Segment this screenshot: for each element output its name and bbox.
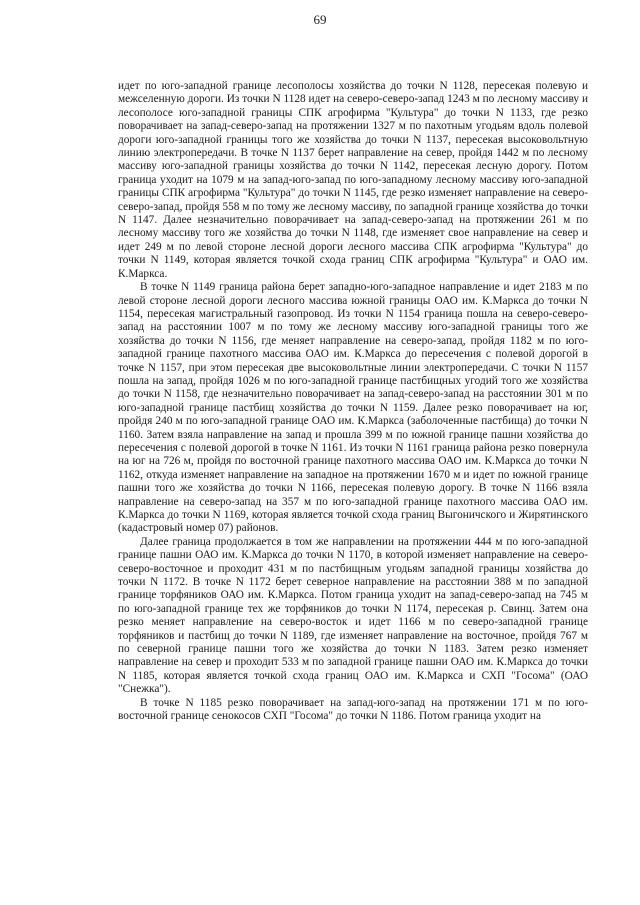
paragraph: В точке N 1185 резко поворачивает на запад-юго-запад на протяжении 171 м по юго-восточной границе сенокосов СХП "Госома" до точки N 1186. Потом граница уходит на <box>118 696 588 723</box>
page-number: 69 <box>313 12 327 27</box>
paragraph: идет по юго-западной границе лесополосы хозяйства до точки N 1128, пересекая полевую и межселенную дороги. Из точки N 1128 идет на северо-северо-запад 1243 м по лесному массиву и лесополосе юго-западной границы СПК агрофирма "Культура" до точки N 1133, где резко поворачивает на запад-северо-запад на протяжении 1327 м по пахотным угодьям вдоль полевой дороги юго-западной границы того же хозяйства до точки N 1137, пересекая высоковольтную линию электропередачи. В точке N 1137 берет направление на север, пройдя 1442 м по лесному массиву юго-западной границы хозяйства до точки N 1142, пересекая лесную дорогу. Потом граница уходит на 1079 м на запад-юго-запад по юго-западному лесному массиву юго-западной границы СПК агрофирма "Культура" до точки N 1145, где резко изменяет направление на северо-северо-запад, пройдя 558 м по тому же лесному массиву, по западной границе хозяйства до точки N 1147. Далее незначительно поворачивает на запад-северо-запад на протяжении 261 м по лесному массиву того же хозяйства до точки N 1148, где изменяет свое направление на север и идет 249 м по левой стороне лесной дороги лесного массива СПК агрофирма "Культура" до точки N 1149, которая является точкой схода границ СПК агрофирма "Культура" и ОАО им. К.Маркса. <box>118 80 588 280</box>
document-body <box>118 80 588 724</box>
paragraph: В точке N 1149 граница района берет западно-юго-западное направление и идет 2183 м по левой стороне лесной дороги лесного массива южной границы ОАО им. К.Маркса до точки N 1154, пересекая магистральный газопровод. Из точки N 1154 граница пошла на северо-северо-запад на расстоянии 1007 м по тому же лесному массиву юго-западной границы того же хозяйства до точки N 1156, где меняет направление на северо-запад, пройдя 1182 м по юго-западной границе пахотного массива ОАО им. К.Маркса до пересечения с полевой дорогой в точке N 1157, при этом пересекая две высоковольтные линии электропередачи. С точки N 1157 пошла на запад, пройдя 1026 м по юго-западной границе пастбищных угодий того же хозяйства до точки N 1158, где незначительно поворачивает на запад-северо-запад на расстоянии 301 м по юго-западной границе пастбищ хозяйства до точки N 1159. Далее резко поворачивает на юг, пройдя 240 м по юго-западной границе ОАО им. К.Маркса (заболоченные пастбища) до точки N 1160. Затем взяла направление на запад и прошла 399 м по южной границе пашни хозяйства до пересечения с полевой дорогой в точке N 1161. Из точки N 1161 граница района резко повернула на юг на 726 м, пройдя по восточной границе пахотного массива ОАО им. К.Маркса до точки N 1162, откуда изменяет направление на западное на протяжении 1670 м и идет по южной границе пашни того же хозяйства до точки N 1166, пересекая полевую дорогу. В точке N 1166 взяла направление на северо-запад на 357 м по юго-западной границе пахотного массива ОАО им. К.Маркса до точки N 1169, которая является точкой схода границ Выгоничского и Жирятинского (кадастровый номер 07) районов. <box>118 281 588 535</box>
paragraph: Далее граница продолжается в том же направлении на протяжении 444 м по юго-западной границе пашни ОАО им. К.Маркса до точки N 1170, в которой изменяет направление на северо-северо-восточное и проходит 431 м по пастбищным угодьям западной границы хозяйства до точки N 1172. В точке N 1172 берет северное направление на расстоянии 388 м по западной границе торфяников ОАО им. К.Маркса. Потом граница уходит на запад-северо-запад на 745 м по юго-западной границе тех же торфяников до точки N 1174, пересекая р. Свинц. Затем она резко меняет направление на северо-восток и идет 1166 м по северо-западной границе торфяников и пастбищ до точки N 1189, где изменяет направление на восточное, пройдя 767 м по северной границе пашни того же хозяйства до точки N 1183. Затем резко изменяет направление на север и проходит 533 м по западной границе пашни ОАО им. К.Маркса до точки N 1185, которая является точкой схода границ ОАО им. К.Маркса и СХП "Госома" (ОАО "Снежка"). <box>118 535 588 696</box>
